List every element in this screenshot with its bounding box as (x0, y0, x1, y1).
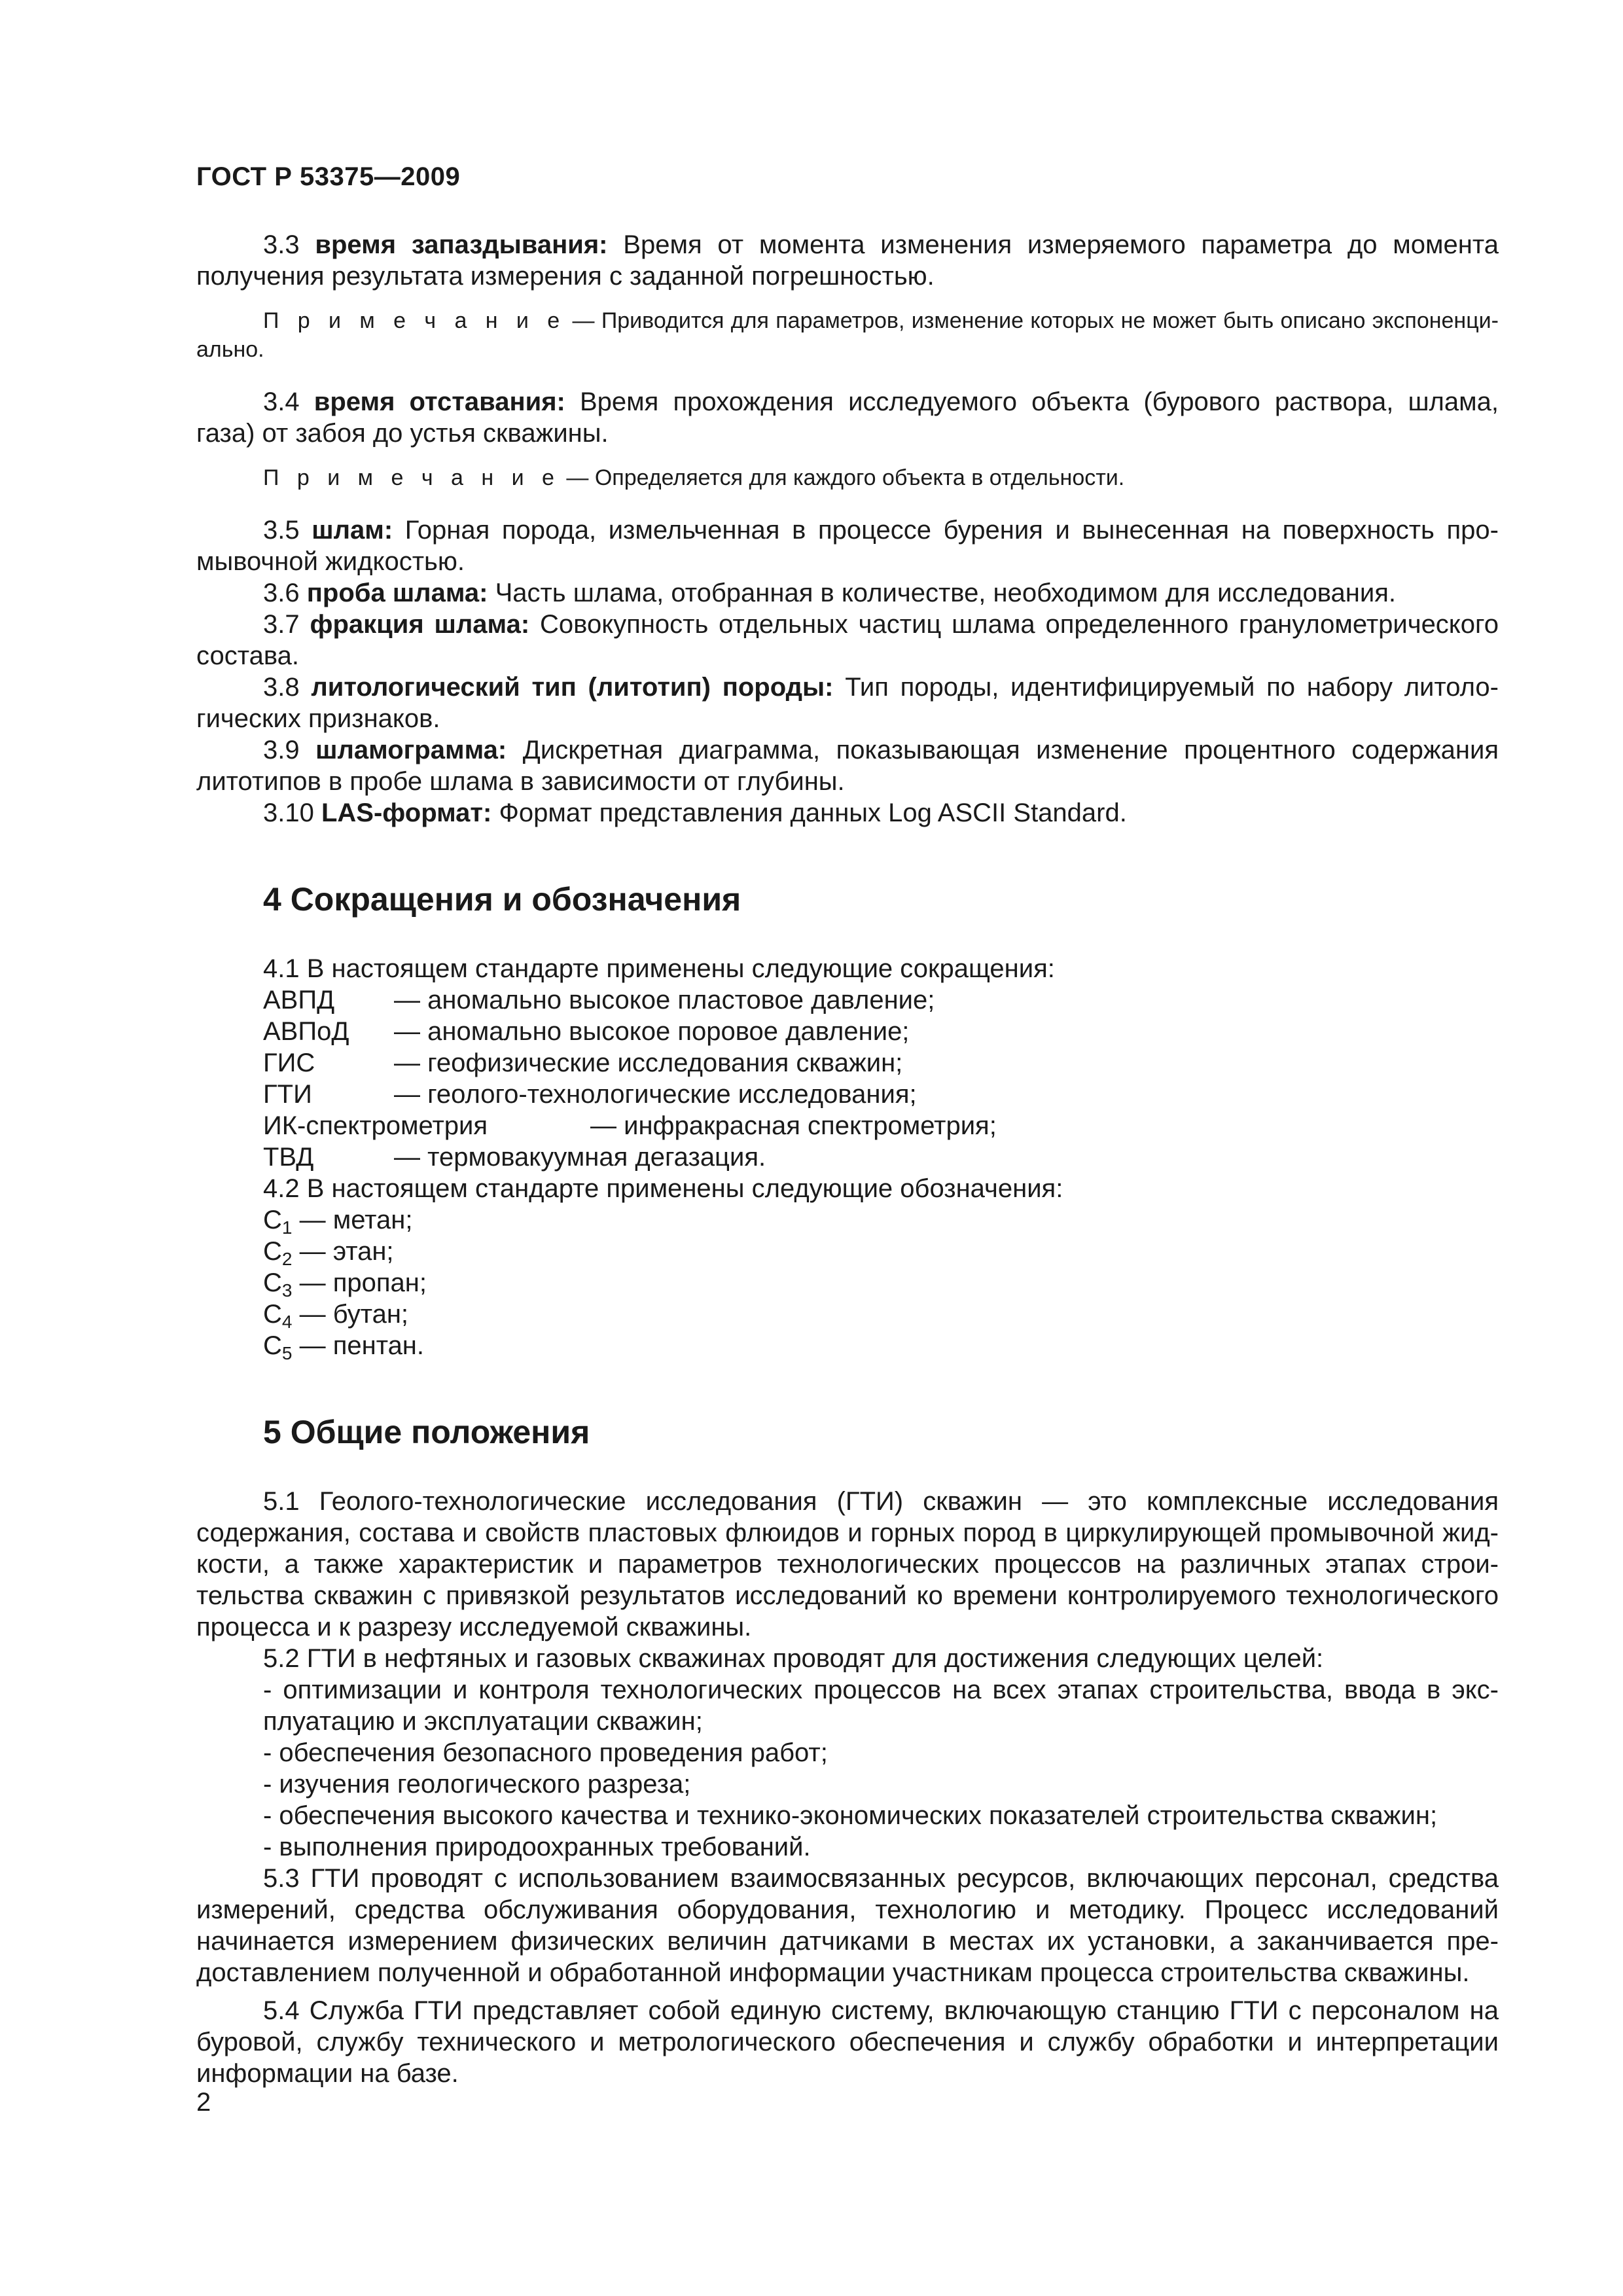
abbreviation-definition: — аномально высокое поровое давление; (394, 1017, 910, 1046)
symbol-row (196, 1299, 1499, 1330)
symbol-definition: — пентан. (292, 1331, 425, 1360)
abbreviation: ГИС (263, 1049, 315, 1077)
term-definition: Дискретная диаграмма, показывающая изменение процентного содержания литотипов в пробе шлама в зависимости от глубины. (196, 736, 1499, 796)
abbreviation-row (196, 1141, 1499, 1173)
goal-item: - оптимизации и контроля технологических процессов на всех этапах строительства, ввода в эксплуатацию и эксплуатации скважин; (263, 1676, 1499, 1736)
term-name: литологический тип (литотип) породы: (311, 673, 834, 702)
term-definition: Часть шлама, отобранная в количестве, необходимом для исследования. (495, 579, 1397, 607)
abbreviation: АВПоД (263, 1017, 349, 1046)
term-number: 3.3 (263, 230, 300, 259)
section-4-heading: 4 Сокращения и обозначения (263, 881, 741, 918)
symbol-subscript: 1 (281, 1217, 293, 1238)
page-content (196, 229, 1499, 2089)
symbol-letter: С (263, 1268, 282, 1297)
symbol-letter: С (263, 1206, 282, 1234)
goal-item: - изучения геологического разреза; (263, 1770, 691, 1799)
clause-5-3: 5.3 ГТИ проводят с использованием взаимосвязанных ресурсов, включающих персонал, средства измерений, средства обслуживания оборудования, технологию и методику. Процесс исследований начинается измерением физических величин датчиками в местах их установки, а заканчивается предоставлением полученной и обработанной информации участникам процесса строительства скважины. (196, 1864, 1499, 1987)
term-definition: Время прохождения исследуемого объекта (бурового раствора, шлама, газа) от забоя до устья скважины. (196, 387, 1499, 448)
abbreviation-row (196, 1079, 1499, 1110)
document-header: ГОСТ Р 53375—2009 (196, 162, 461, 191)
goal-item: - обеспечения высокого качества и технико-экономических показателей строительства скважин; (263, 1801, 1438, 1830)
note-3-3 (196, 306, 1499, 364)
goal-item: - выполнения природоохранных требований. (263, 1833, 811, 1861)
term-3-4 (196, 386, 1499, 449)
term-3-9 (196, 734, 1499, 797)
term-definition: Совокупность отдельных частиц шлама определенного гранулометрического состава. (196, 610, 1499, 670)
abbreviation-definition: — геофизические исследования скважин; (394, 1049, 903, 1077)
term-number: 3.4 (263, 387, 300, 416)
clause-4-1: 4.1 В настоящем стандарте применены следующие сокращения: (263, 954, 1055, 983)
symbol-letter: С (263, 1237, 282, 1266)
symbol-row (196, 1330, 1499, 1361)
abbreviation-row (196, 1016, 1499, 1047)
abbreviation: ИК-спектрометрия (263, 1111, 488, 1140)
abbreviation-row (196, 984, 1499, 1016)
term-name: шламограмма: (315, 736, 507, 764)
note-label: П р и м е ч а н и е (263, 308, 566, 333)
term-3-6 (196, 577, 1499, 609)
term-definition: Время от момента изменения измеряемого параметра до момента получения результата измерения с заданной погрешностью. (196, 230, 1499, 291)
clause-4-2: 4.2 В настоящем стандарте применены следующие обозначения: (263, 1174, 1063, 1203)
symbol-definition: — пропан; (292, 1268, 427, 1297)
abbreviation: ТВД (263, 1143, 314, 1172)
clause-5-4: 5.4 Служба ГТИ представляет собой единую систему, включающую станцию ГТИ с персоналом на буровой, службу технического и метрологического обеспечения и службу обработки и интерпретации информации на базе. (196, 1996, 1499, 2088)
term-name: проба шлама: (306, 579, 488, 607)
abbreviation: ГТИ (263, 1080, 312, 1109)
term-name: LAS-формат: (321, 798, 492, 827)
term-number: 3.9 (263, 736, 300, 764)
term-3-5 (196, 514, 1499, 577)
term-definition: Горная порода, измельченная в процессе бурения и вынесенная на поверхность промывочной жидкостью. (196, 516, 1499, 576)
note-text: — Определяется для каждого объекта в отдельности. (560, 465, 1125, 490)
term-definition: Тип породы, идентифицируемый по набору литологических признаков. (196, 673, 1499, 733)
term-3-7 (196, 609, 1499, 672)
clause-5-2: 5.2 ГТИ в нефтяных и газовых скважинах проводят для достижения следующих целей: (263, 1644, 1324, 1673)
symbol-subscript: 5 (281, 1343, 293, 1363)
goal-item: - обеспечения безопасного проведения работ; (263, 1738, 828, 1767)
term-name: фракция шлама: (310, 610, 530, 639)
term-3-3 (196, 229, 1499, 292)
abbreviation-row (196, 1047, 1499, 1079)
abbreviation-definition: — термовакуумная дегазация. (394, 1143, 766, 1172)
note-text: — Приводится для параметров, изменение которых не может быть описано экспоненциально. (196, 308, 1499, 362)
symbol-letter: С (263, 1300, 282, 1329)
term-name: шлам: (312, 516, 393, 545)
note-label: П р и м е ч а н и е (263, 465, 560, 490)
symbol-subscript: 3 (281, 1280, 293, 1300)
abbreviation: АВПД (263, 986, 335, 1014)
term-name: время отставания: (313, 387, 565, 416)
symbol-row (196, 1267, 1499, 1299)
term-definition: Формат представления данных Log ASCII Standard. (499, 798, 1127, 827)
term-number: 3.5 (263, 516, 300, 545)
term-3-8 (196, 672, 1499, 734)
symbol-definition: — метан; (292, 1206, 413, 1234)
symbol-subscript: 2 (281, 1249, 293, 1269)
page-number: 2 (196, 2088, 211, 2117)
abbreviation-row (196, 1110, 1499, 1141)
term-number: 3.8 (263, 673, 300, 702)
clause-5-1: 5.1 Геолого-технологические исследования (ГТИ) скважин — это комплексные исследования содержания, состава и свойств пластовых флюидов и горных пород в циркулирующей промывочной жидкости, а также характеристик и параметров технологических процессов на различных этапах строительства скважин с привязкой результатов исследований ко времени контролируемого технологического процесса и к разрезу исследуемой скважины. (196, 1487, 1499, 1641)
note-3-4 (196, 463, 1499, 492)
abbreviation-definition: — аномально высокое пластовое давление; (394, 986, 935, 1014)
symbol-letter: С (263, 1331, 282, 1360)
symbol-subscript: 4 (281, 1312, 293, 1332)
symbol-definition: — этан; (292, 1237, 394, 1266)
term-name: время запаздывания: (315, 230, 608, 259)
symbol-row (196, 1204, 1499, 1236)
section-5-heading: 5 Общие положения (263, 1414, 590, 1450)
term-number: 3.10 (263, 798, 314, 827)
symbol-row (196, 1236, 1499, 1267)
abbreviation-definition: — инфракрасная спектрометрия; (590, 1111, 997, 1140)
abbreviation-definition: — геолого-технологические исследования; (394, 1080, 917, 1109)
term-number: 3.7 (263, 610, 300, 639)
term-3-10 (196, 797, 1499, 829)
term-number: 3.6 (263, 579, 300, 607)
symbol-definition: — бутан; (292, 1300, 409, 1329)
